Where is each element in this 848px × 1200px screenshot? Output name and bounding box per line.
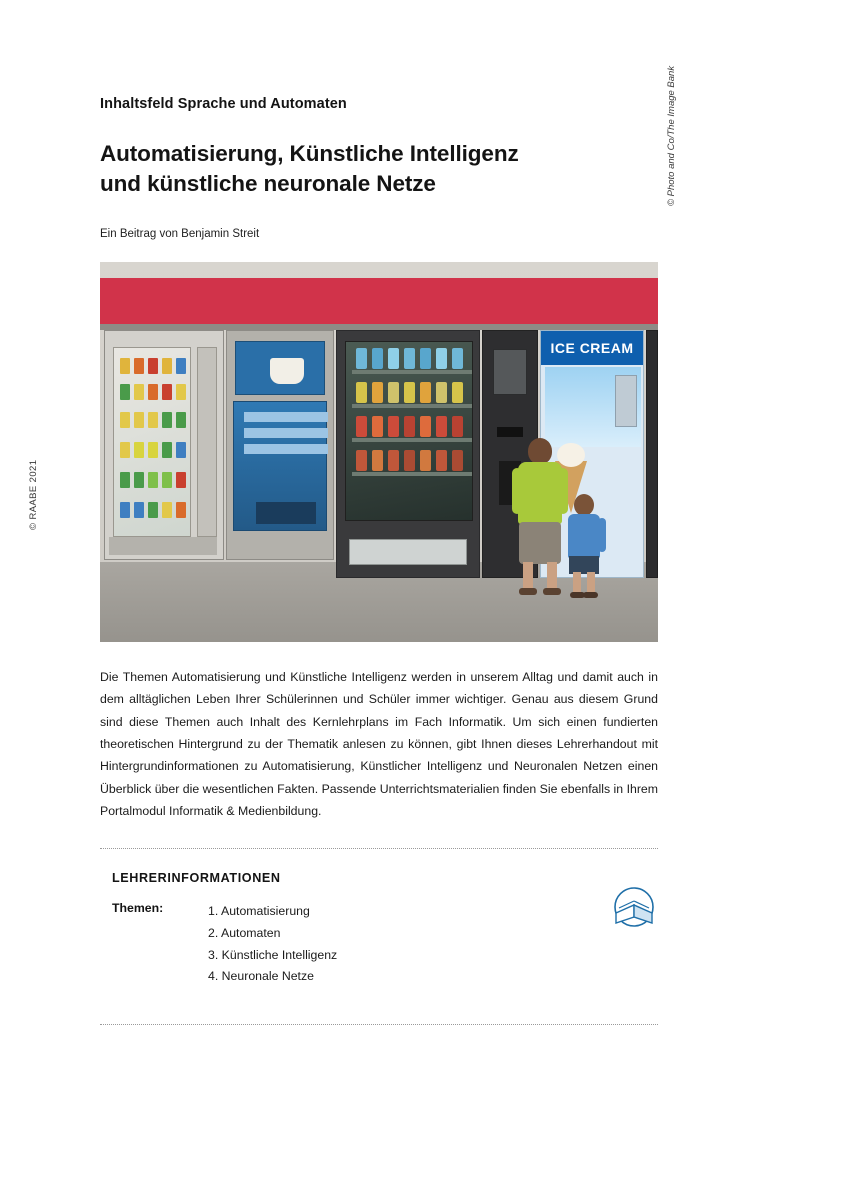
list-item: 2. Automaten: [208, 925, 281, 940]
intro-paragraph: Die Themen Automatisierung und Künstliche Intelligenz werden in unserem Alltag und damit auch in dem alltäglichen Leben Ihrer Schülerinnen und Schüler immer wichtiger. Genau aus diesem Grund sind diese Themen auch Inhalt des Kernlehrplans im Fach Informatik. Um sich einen fundierten theoretischen Hintergrund zu der Thematik anlesen zu können, gibt Ihnen dieses Lehrerhandout mit Hintergrundinformationen zu Automatisierung, Künstlicher Intelligenz und Neuronalen Netzen einen Überblick über die wesentlichen Fakten. Passende Unterrichtsmaterialien finden Sie ebenfalls in Ihrem Portalmodul Informatik & Medienbildung.: [100, 669, 658, 819]
dispenser-flap: [349, 539, 467, 565]
ice-cream-label: ICE CREAM: [541, 331, 643, 365]
topics-list: [208, 901, 337, 987]
person-child-head: [574, 494, 594, 516]
machine-edge-column: [646, 330, 658, 578]
coffee-cup-icon: [270, 358, 304, 384]
machine-base: [109, 537, 217, 555]
image-credit: © Photo and Co/The Image Bank: [666, 65, 677, 206]
machine-display: [235, 341, 325, 395]
author-byline: Ein Beitrag von Benjamin Streit: [100, 227, 260, 240]
person-child-torso: [568, 514, 600, 558]
selection-pad: [615, 375, 637, 427]
keypad-icon: [493, 349, 527, 395]
side-copyright: © RAABE 2021: [28, 459, 39, 530]
vending-machine-coffee: [226, 330, 334, 560]
page-title-line-1: Automatisierung, Künstliche Intelligenz: [100, 141, 519, 166]
machine-side-panel: [197, 347, 217, 537]
person-adult-shoe-right: [543, 588, 561, 595]
divider-top: [100, 848, 658, 849]
open-book-icon: [610, 887, 662, 931]
machine-body: [233, 401, 327, 531]
person-adult: [510, 438, 570, 598]
divider-bottom: [100, 1024, 658, 1025]
person-adult-shorts: [519, 522, 561, 564]
topics-row: [112, 901, 658, 987]
person-adult-head: [528, 438, 552, 464]
cup-dispenser: [256, 502, 316, 524]
cover-photo: [100, 262, 658, 642]
card-slot: [497, 427, 523, 437]
vending-machine-snacks: [104, 330, 224, 560]
person-adult-leg-left: [523, 562, 533, 590]
page-title: [100, 139, 658, 199]
document-content: [100, 0, 677, 1025]
person-adult-leg-right: [547, 562, 557, 590]
eyebrow-heading: Inhaltsfeld Sprache und Automaten: [100, 96, 347, 112]
list-item: 1. Automatisierung: [208, 904, 310, 919]
person-child: [562, 494, 606, 600]
photo-red-band: [100, 278, 658, 324]
machine-glass-front: [113, 347, 191, 537]
section-heading: LEHRERINFORMATIONEN: [112, 871, 281, 886]
person-child-leg-left: [573, 572, 581, 594]
list-item: 4. Neuronale Netze: [208, 969, 314, 984]
list-item: 3. Künstliche Intelligenz: [208, 947, 338, 962]
page-title-line-2: und künstliche neuronale Netze: [100, 170, 436, 196]
person-child-leg-right: [587, 572, 595, 594]
person-child-shoe-right: [583, 592, 598, 598]
person-adult-torso: [518, 462, 562, 524]
person-adult-shoe-left: [519, 588, 537, 595]
machine-window: [345, 341, 473, 521]
topics-label: Themen:: [112, 901, 164, 916]
vending-machine-drinks: [336, 330, 480, 578]
